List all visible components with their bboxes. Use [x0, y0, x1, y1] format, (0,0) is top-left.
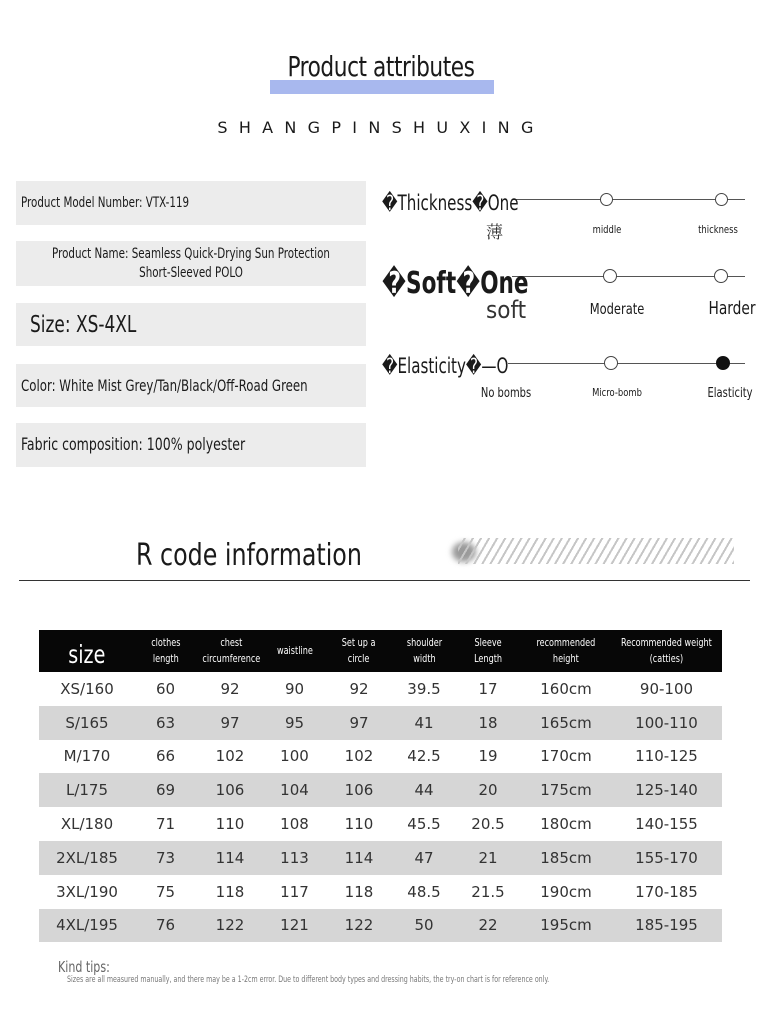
- size-table-body: [39, 672, 722, 942]
- table-cell: 110: [344, 815, 374, 834]
- table-header-row: [39, 630, 722, 672]
- attr-color-text: Color: White Mist Grey/Tan/Black/Off-Road Green: [21, 376, 308, 395]
- attr-size-text: Size: XS-4XL: [30, 311, 137, 338]
- attr-fabric-text: Fabric composition: 100% polyester: [21, 435, 246, 455]
- table-cell: 175cm: [521, 773, 611, 807]
- elasticity-scale: [380, 352, 760, 407]
- table-cell: 63: [135, 706, 196, 740]
- table-cell: 125-140: [611, 773, 722, 807]
- softness-caption-harder: Harder: [708, 298, 756, 319]
- table-header-cell: Sleeve Length: [455, 630, 521, 672]
- softness-scale: [380, 266, 760, 326]
- table-cell: 122: [196, 909, 264, 943]
- table-cell: 21: [455, 841, 521, 875]
- elasticity-caption-elasticity: Elasticity: [707, 386, 753, 401]
- table-cell: 21.5: [471, 882, 505, 901]
- table-header-cell: shoulder width: [393, 630, 455, 672]
- table-cell: XS/160: [60, 679, 114, 698]
- table-cell: 76: [135, 909, 196, 943]
- thickness-scale: [380, 190, 760, 243]
- attr-color: [16, 364, 366, 407]
- attr-model-number-text: Product Model Number: VTX-119: [21, 195, 190, 211]
- table-cell: XL/180: [60, 815, 114, 834]
- table-cell: 92: [220, 679, 240, 698]
- table-cell: 47: [393, 841, 455, 875]
- attr-model-number: [16, 181, 366, 225]
- table-cell: 92: [349, 679, 369, 698]
- table-cell: 39.5: [407, 679, 441, 698]
- table-cell: M/170: [63, 747, 111, 766]
- table-cell: 44: [393, 773, 455, 807]
- table-cell: 160cm: [540, 679, 592, 698]
- table-header-cell: Recommended weight (catties): [611, 630, 722, 672]
- softness-scale-line: [512, 276, 745, 277]
- table-cell: 69: [135, 773, 196, 807]
- table-cell: 195cm: [521, 909, 611, 943]
- table-cell: 170-185: [635, 882, 698, 901]
- table-cell: 106: [196, 773, 264, 807]
- table-cell: 22: [455, 909, 521, 943]
- table-cell: 185cm: [521, 841, 611, 875]
- table-row: [39, 909, 722, 943]
- tips-title: Kind tips:: [58, 958, 110, 976]
- softness-scale-label: �Soft�One: [382, 266, 529, 301]
- table-header-cell: Set up a circle: [325, 630, 393, 672]
- softness-dot-moderate: [603, 269, 617, 283]
- attr-product-name-line1: Product Name: Seamless Quick-Drying Sun Protection: [52, 245, 330, 262]
- table-cell: 165cm: [521, 706, 611, 740]
- table-row: [39, 841, 722, 875]
- table-cell: 155-170: [611, 841, 722, 875]
- softness-scale-sublabel: soft: [486, 296, 527, 324]
- table-cell: 114: [325, 841, 393, 875]
- table-cell: 66: [155, 747, 176, 766]
- softness-caption-moderate: Moderate: [589, 300, 645, 318]
- table-cell: 41: [393, 706, 455, 740]
- tips-text: Sizes are all measured manually, and there may be a 1-2cm error. Due to different body types and dressing habits, the try-on chart is for reference only.: [67, 975, 550, 985]
- table-cell: 97: [196, 706, 264, 740]
- thickness-scale-sublabel: 薄: [486, 223, 503, 243]
- table-cell: 17: [478, 679, 498, 698]
- table-cell: 108: [280, 815, 309, 834]
- table-cell: 102: [215, 747, 245, 766]
- table-cell: 20: [455, 773, 521, 807]
- table-cell: 100: [280, 747, 309, 766]
- table-cell: 48.5: [407, 882, 441, 901]
- section-title: R code information: [136, 538, 362, 573]
- table-cell: 95: [264, 706, 325, 740]
- attr-product-name-line2: Short-Sleeved POLO: [139, 264, 243, 281]
- table-cell: 106: [325, 773, 393, 807]
- table-cell: 121: [264, 909, 325, 943]
- table-cell: 45.5: [407, 815, 441, 834]
- attr-size: [16, 303, 366, 346]
- table-cell: 42.5: [407, 747, 441, 766]
- table-cell: 104: [264, 773, 325, 807]
- elasticity-caption-none: No bombs: [480, 386, 532, 401]
- table-cell: 97: [325, 706, 393, 740]
- softness-dot-harder: [714, 269, 728, 283]
- table-header-cell: size: [39, 630, 135, 672]
- table-cell: 50: [393, 909, 455, 943]
- table-cell: 100-110: [611, 706, 722, 740]
- table-cell: 110-125: [635, 747, 698, 766]
- section-divider: [19, 580, 750, 581]
- page-title: Product attributes: [287, 50, 475, 83]
- elasticity-scale-line: [508, 363, 745, 364]
- elasticity-scale-label: �Elasticity�—O: [382, 354, 509, 378]
- table-cell: 114: [196, 841, 264, 875]
- thickness-caption-middle: middle: [592, 223, 622, 236]
- table-cell: 113: [264, 841, 325, 875]
- table-header-cell: recommended height: [521, 630, 611, 672]
- table-cell: 4XL/195: [39, 909, 135, 943]
- table-cell: 170cm: [540, 747, 592, 766]
- table-cell: 140-155: [635, 815, 698, 834]
- table-cell: 20.5: [471, 815, 505, 834]
- table-cell: 19: [478, 747, 498, 766]
- table-cell: L/175: [39, 773, 135, 807]
- attr-product-name-text: [48, 245, 335, 283]
- table-cell: 190cm: [540, 882, 592, 901]
- table-cell: 110: [215, 815, 245, 834]
- table-cell: 75: [155, 882, 176, 901]
- table-cell: 118: [344, 882, 374, 901]
- thickness-caption-thickness: thickness: [698, 223, 738, 236]
- table-row: [39, 740, 722, 774]
- table-cell: S/165: [39, 706, 135, 740]
- table-cell: 118: [215, 882, 245, 901]
- table-cell: 180cm: [540, 815, 592, 834]
- table-header-cell: waistline: [264, 630, 325, 672]
- thickness-scale-line: [512, 199, 745, 200]
- attr-fabric: [16, 423, 366, 467]
- table-cell: 117: [280, 882, 309, 901]
- table-cell: 73: [135, 841, 196, 875]
- table-cell: 3XL/190: [56, 882, 118, 901]
- elasticity-dot-micro: [604, 356, 618, 370]
- thickness-dot-middle: [600, 193, 613, 206]
- decorative-hatch: [458, 538, 734, 564]
- table-row: [39, 773, 722, 807]
- table-cell: 90: [284, 679, 305, 698]
- table-cell: 102: [344, 747, 374, 766]
- thickness-scale-label: �Thickness�One: [382, 191, 519, 215]
- table-row: [39, 875, 722, 909]
- table-header-cell: chest circumference: [196, 630, 264, 672]
- table-row: [39, 807, 722, 841]
- table-row: [39, 706, 722, 740]
- table-header-cell: clothes length: [135, 630, 196, 672]
- size-table: [39, 630, 722, 942]
- table-cell: 90-100: [639, 679, 694, 698]
- table-cell: 18: [455, 706, 521, 740]
- attr-product-name: [16, 241, 366, 286]
- elasticity-caption-micro: Micro-bomb: [592, 386, 642, 399]
- header: [0, 0, 762, 150]
- table-cell: 60: [155, 679, 176, 698]
- table-cell: 71: [155, 815, 176, 834]
- thickness-dot-thickness: [715, 193, 728, 206]
- table-cell: 2XL/185: [39, 841, 135, 875]
- table-cell: 122: [325, 909, 393, 943]
- table-cell: 185-195: [611, 909, 722, 943]
- table-row: [39, 672, 722, 706]
- elasticity-dot-elasticity: [716, 356, 730, 370]
- page-subtitle: SHANGPINSHUXING: [217, 118, 545, 137]
